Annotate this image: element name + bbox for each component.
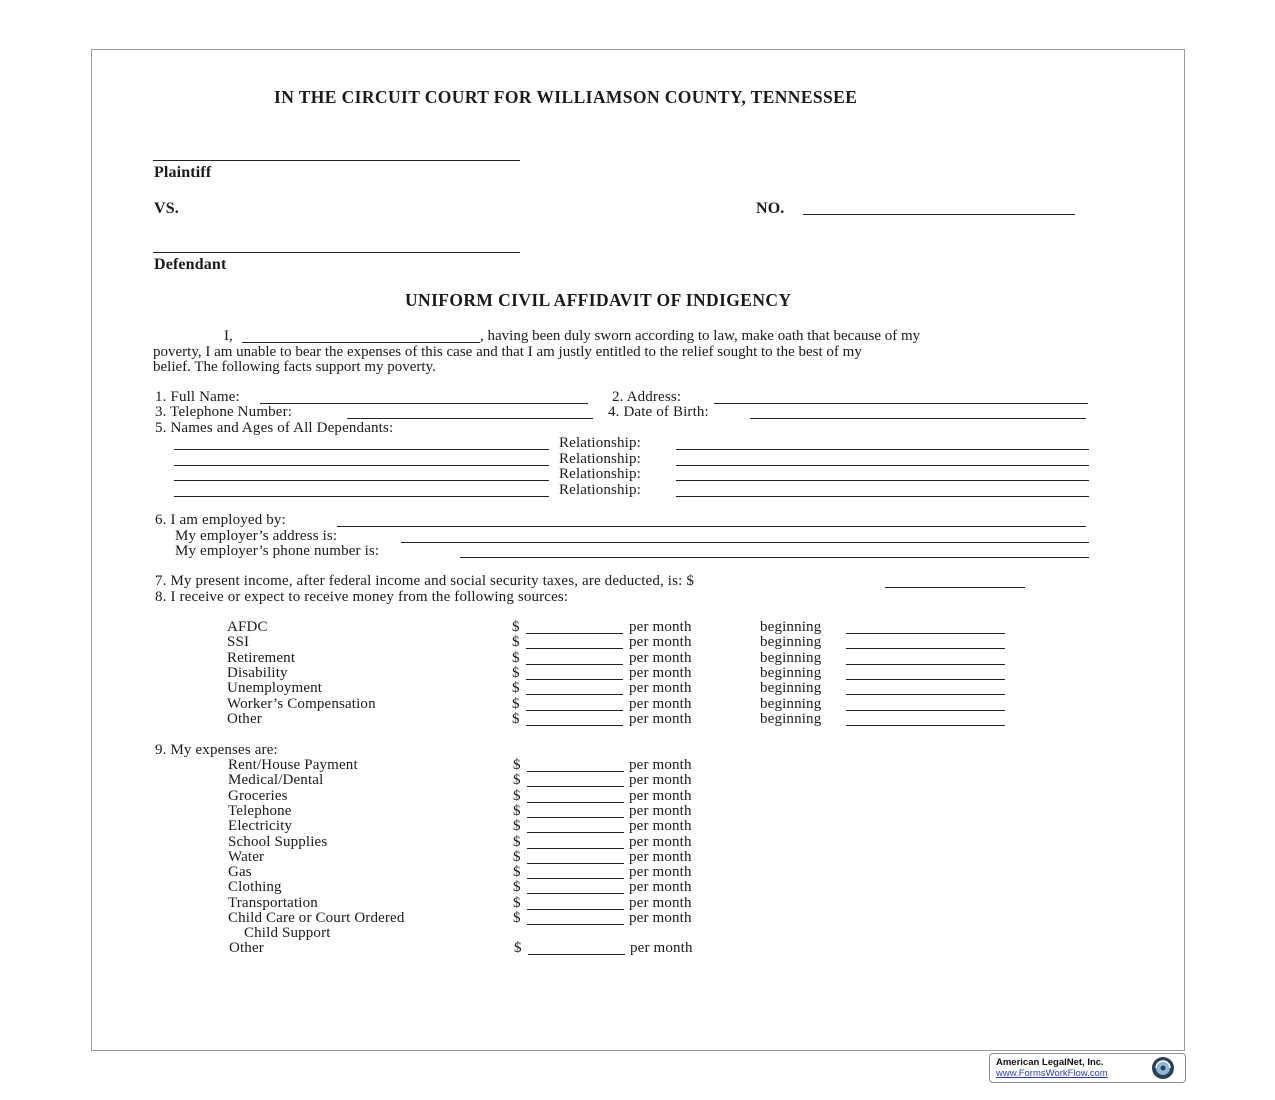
dependants-label: 5. Names and Ages of All Dependants: <box>155 420 394 436</box>
beginning-label: beginning <box>760 680 822 697</box>
vs-label: VS. <box>154 200 179 217</box>
expense-amount-line[interactable] <box>527 878 624 879</box>
beginning-date-line[interactable] <box>846 648 1005 649</box>
dollar-sign: $ <box>512 680 520 697</box>
expense-amount-line[interactable] <box>527 817 624 818</box>
income-amount-line[interactable] <box>526 725 623 726</box>
expense-amount-line[interactable] <box>527 802 624 803</box>
beginning-date-line[interactable] <box>846 633 1005 634</box>
dob-label: 4. Date of Birth: <box>608 404 709 420</box>
expense-label: Water <box>228 848 265 865</box>
sources-label: 8. I receive or expect to receive money from the following sources: <box>155 589 569 605</box>
employer-address-label: My employer’s address is: <box>175 528 338 544</box>
employed-by-label: 6. I am employed by: <box>155 512 286 528</box>
dollar-sign: $ <box>514 940 522 956</box>
dollar-sign: $ <box>513 894 521 911</box>
beginning-label: beginning <box>760 619 822 635</box>
defendant-line[interactable] <box>153 252 520 253</box>
beginning-label: beginning <box>760 710 822 727</box>
per-month-label: per month <box>629 879 692 896</box>
employer-address-line[interactable] <box>401 542 1089 543</box>
expense-amount-line[interactable] <box>527 863 624 864</box>
affiant-name-line[interactable] <box>242 342 480 343</box>
intro-line-3: belief. The following facts support my poverty. <box>153 359 436 375</box>
expense-label: Clothing <box>228 879 282 896</box>
employer-phone-line[interactable] <box>460 557 1089 558</box>
per-month-label: per month <box>629 619 692 635</box>
per-month-label: per month <box>629 664 692 681</box>
expense-label: School Supplies <box>228 833 328 850</box>
per-month-label: per month <box>629 772 692 789</box>
intro-i: I, <box>224 328 233 344</box>
income-amount-line[interactable] <box>526 710 623 711</box>
intro-line-1: , having been duly sworn according to law, make oath that because of my <box>480 328 921 344</box>
globe-logo-icon <box>1147 1056 1179 1080</box>
income-amount-line[interactable] <box>526 679 623 680</box>
relationship-line[interactable] <box>676 449 1089 450</box>
expense-label: Telephone <box>228 802 292 819</box>
beginning-label: beginning <box>760 664 822 681</box>
case-number-line[interactable] <box>803 214 1075 215</box>
dollar-sign: $ <box>512 619 520 635</box>
expense-label: Other <box>229 940 264 956</box>
beginning-label: beginning <box>760 634 822 651</box>
dollar-sign: $ <box>513 833 521 850</box>
dollar-sign: $ <box>512 634 520 651</box>
expense-label: Child Care or Court Ordered <box>228 910 405 926</box>
income-source-label: Disability <box>227 664 288 681</box>
dollar-sign: $ <box>513 787 521 804</box>
dependant-name-line[interactable] <box>174 480 549 481</box>
expense-amount-line[interactable] <box>527 893 624 894</box>
dob-line[interactable] <box>750 418 1086 419</box>
income-amount-line[interactable] <box>526 633 623 634</box>
relationship-label: Relationship: <box>559 435 641 451</box>
expense-label: Rent/House Payment <box>228 757 358 773</box>
per-month-label: per month <box>629 864 692 881</box>
income-source-label: AFDC <box>227 619 268 635</box>
per-month-label: per month <box>630 940 693 956</box>
expense-amount-line[interactable] <box>527 909 624 910</box>
income-amount-line[interactable] <box>526 664 623 665</box>
plaintiff-line[interactable] <box>153 160 520 161</box>
employer-phone-label: My employer’s phone number is: <box>175 543 380 559</box>
dollar-sign: $ <box>513 879 521 896</box>
publisher-badge[interactable] <box>989 1053 1186 1083</box>
beginning-label: beginning <box>760 649 822 666</box>
beginning-date-line[interactable] <box>846 710 1005 711</box>
per-month-label: per month <box>629 757 692 773</box>
dollar-sign: $ <box>512 710 520 727</box>
expense-label: Electricity <box>228 818 293 835</box>
child-support-label: Child Support <box>244 925 331 941</box>
expense-amount-line[interactable] <box>528 954 625 955</box>
beginning-date-line[interactable] <box>846 694 1005 695</box>
per-month-label: per month <box>629 894 692 911</box>
per-month-label: per month <box>629 680 692 697</box>
dollar-sign: $ <box>513 864 521 881</box>
expenses-label: 9. My expenses are: <box>155 742 278 758</box>
expense-label: Gas <box>228 864 252 881</box>
expense-amount-line[interactable] <box>527 924 624 925</box>
expense-label: Groceries <box>228 787 288 804</box>
relationship-line[interactable] <box>676 465 1089 466</box>
per-month-label: per month <box>629 818 692 835</box>
telephone-label: 3. Telephone Number: <box>155 404 293 420</box>
court-heading: IN THE CIRCUIT COURT FOR WILLIAMSON COUNTY, TENNESSEE <box>274 87 858 107</box>
beginning-label: beginning <box>760 695 822 712</box>
dependant-name-line[interactable] <box>174 465 549 466</box>
income-source-label: Worker’s Compensation <box>227 695 376 712</box>
beginning-date-line[interactable] <box>846 679 1005 680</box>
expense-label: Transportation <box>228 894 318 911</box>
relationship-label: Relationship: <box>559 450 641 467</box>
expense-amount-line[interactable] <box>527 786 624 787</box>
income-source-label: Unemployment <box>227 680 323 697</box>
beginning-date-line[interactable] <box>846 725 1005 726</box>
income-amount-line[interactable] <box>526 648 623 649</box>
income-amount-line[interactable] <box>526 694 623 695</box>
dependant-name-line[interactable] <box>174 449 549 450</box>
per-month-label: per month <box>629 787 692 804</box>
employer-line[interactable] <box>337 526 1086 527</box>
per-month-label: per month <box>629 695 692 712</box>
full-name-label: 1. Full Name: <box>155 389 240 405</box>
relationship-label: Relationship: <box>559 466 641 482</box>
per-month-label: per month <box>629 848 692 865</box>
income-line[interactable] <box>885 587 1025 588</box>
telephone-line[interactable] <box>347 418 593 419</box>
address-label: 2. Address: <box>612 389 682 405</box>
intro-line-2: poverty, I am unable to bear the expenses of this case and that I am justly entitled to the relief sought to the best of my <box>153 344 862 360</box>
dollar-sign: $ <box>512 649 520 666</box>
per-month-label: per month <box>629 802 692 819</box>
dollar-sign: $ <box>513 772 521 789</box>
relationship-line[interactable] <box>676 496 1089 497</box>
income-source-label: Other <box>227 710 262 727</box>
defendant-label: Defendant <box>154 256 227 273</box>
beginning-date-line[interactable] <box>846 664 1005 665</box>
expense-amount-line[interactable] <box>527 832 624 833</box>
per-month-label: per month <box>629 710 692 727</box>
dollar-sign: $ <box>513 818 521 835</box>
publisher-url[interactable]: www.FormsWorkFlow.com <box>996 1068 1108 1079</box>
dollar-sign: $ <box>512 695 520 712</box>
dollar-sign: $ <box>513 802 521 819</box>
income-label: 7. My present income, after federal income and social security taxes, are deducted, is: $ <box>155 573 694 589</box>
per-month-label: per month <box>629 833 692 850</box>
dollar-sign: $ <box>513 757 521 773</box>
expense-amount-line[interactable] <box>527 848 624 849</box>
plaintiff-label: Plaintiff <box>154 164 212 181</box>
per-month-label: per month <box>629 634 692 651</box>
dollar-sign: $ <box>512 664 520 681</box>
expense-amount-line[interactable] <box>527 771 624 772</box>
dollar-sign: $ <box>513 910 521 926</box>
relationship-label: Relationship: <box>559 481 641 498</box>
income-source-label: Retirement <box>227 649 296 666</box>
address-line[interactable] <box>714 403 1088 404</box>
relationship-line[interactable] <box>676 480 1089 481</box>
per-month-label: per month <box>629 910 692 926</box>
income-source-label: SSI <box>227 634 250 651</box>
dependant-name-line[interactable] <box>174 496 549 497</box>
expense-label: Medical/Dental <box>228 772 324 789</box>
publisher-name: American LegalNet, Inc. <box>996 1057 1104 1068</box>
case-number-label: NO. <box>756 200 785 217</box>
per-month-label: per month <box>629 649 692 666</box>
form-title: UNIFORM CIVIL AFFIDAVIT OF INDIGENCY <box>405 290 792 310</box>
full-name-line[interactable] <box>260 403 588 404</box>
dollar-sign: $ <box>513 848 521 865</box>
